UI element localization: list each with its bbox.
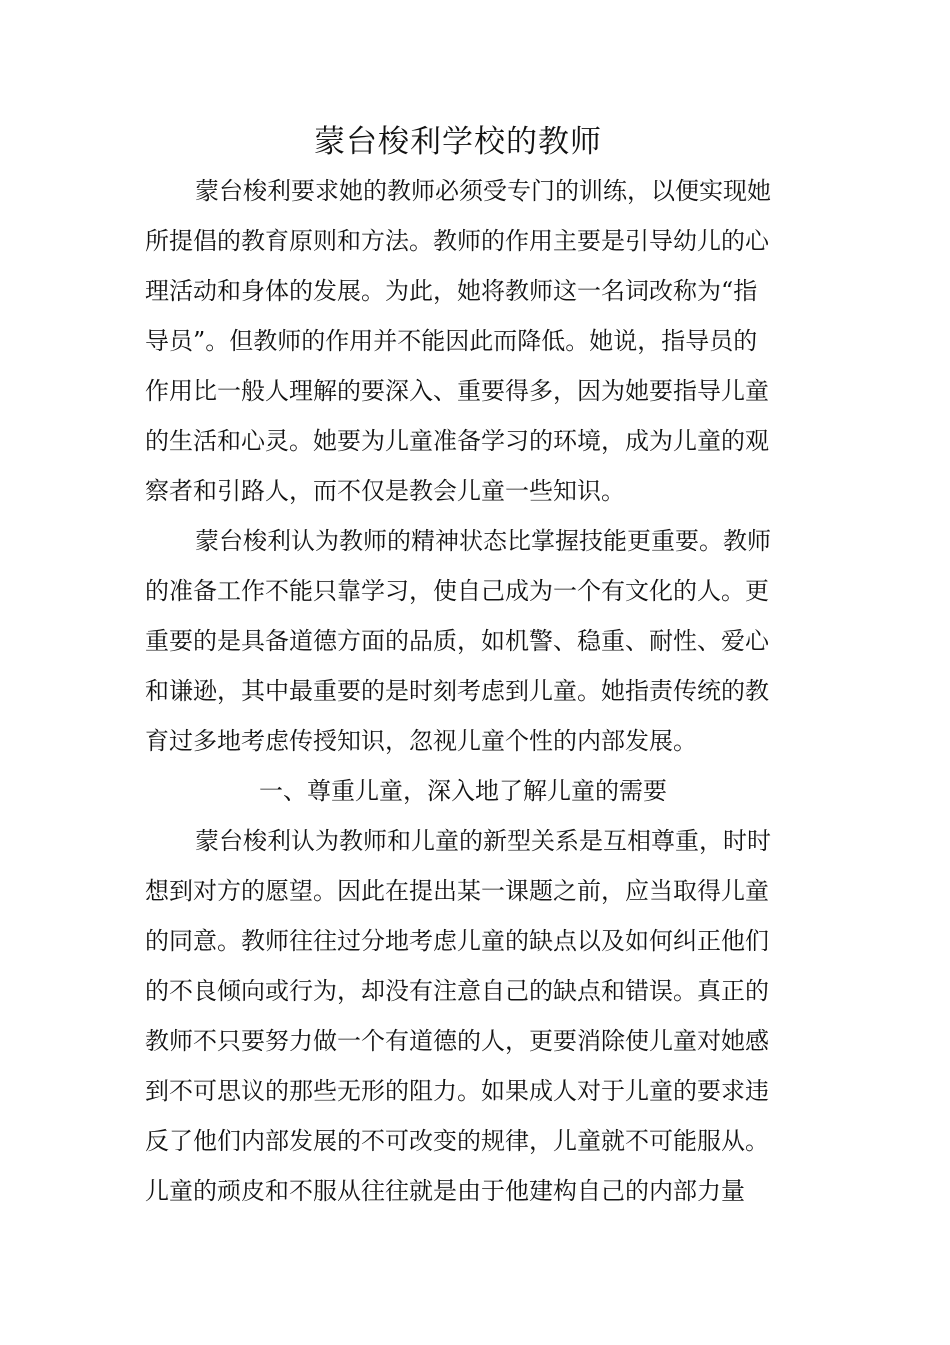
paragraph-1-line-3: 理活动和身体的发展。为此，她将教师这一名词改称为“指 — [145, 277, 758, 305]
paragraph-3-line-3: 的同意。教师往往过分地考虑儿童的缺点以及如何纠正他们 — [145, 927, 769, 955]
document-title: 蒙台梭利学校的教师 — [314, 124, 602, 160]
paragraph-3-line-8: 儿童的顽皮和不服从往往就是由于他建构自己的内部力量 — [145, 1177, 745, 1205]
paragraph-2-line-3: 重要的是具备道德方面的品质，如机警、稳重、耐性、爱心 — [145, 627, 769, 655]
paragraph-3-line-6: 到不可思议的那些无形的阻力。如果成人对于儿童的要求违 — [145, 1077, 769, 1105]
paragraph-1-line-2: 所提倡的教育原则和方法。教师的作用主要是引导幼儿的心 — [145, 227, 769, 255]
paragraph-1-line-7: 察者和引路人，而不仅是教会儿童一些知识。 — [145, 477, 625, 505]
document-body — [145, 166, 771, 1216]
paragraph-2-line-2: 的准备工作不能只靠学习，使自己成为一个有文化的人。更 — [145, 577, 769, 605]
paragraph-3-line-1: 蒙台梭利认为教师和儿童的新型关系是互相尊重，时时 — [195, 827, 771, 855]
paragraph-2-line-1: 蒙台梭利认为教师的精神状态比掌握技能更重要。教师 — [195, 527, 771, 555]
paragraph-1-line-5: 作用比一般人理解的要深入、重要得多，因为她要指导儿童 — [145, 377, 769, 405]
paragraph-2-line-5: 育过多地考虑传授知识，忽视儿童个性的内部发展。 — [145, 727, 697, 755]
paragraph-1-line-6: 的生活和心灵。她要为儿童准备学习的环境，成为儿童的观 — [145, 427, 769, 455]
paragraph-3-line-5: 教师不只要努力做一个有道德的人，更要消除使儿童对她感 — [145, 1027, 769, 1055]
paragraph-3-line-7: 反了他们内部发展的不可改变的规律，儿童就不可能服从。 — [145, 1127, 769, 1155]
paragraph-2-line-4: 和谦逊，其中最重要的是时刻考虑到儿童。她指责传统的教 — [145, 677, 769, 705]
paragraph-3-line-4: 的不良倾向或行为，却没有注意自己的缺点和错误。真正的 — [145, 977, 769, 1005]
paragraph-1-line-1: 蒙台梭利要求她的教师必须受专门的训练，以便实现她 — [195, 177, 771, 205]
paragraph-3-line-2: 想到对方的愿望。因此在提出某一课题之前，应当取得儿童 — [145, 877, 769, 905]
section-heading: 一、尊重儿童，深入地了解儿童的需要 — [259, 777, 667, 805]
paragraph-1-line-4: 导员”。但教师的作用并不能因此而降低。她说，指导员的 — [145, 327, 758, 355]
